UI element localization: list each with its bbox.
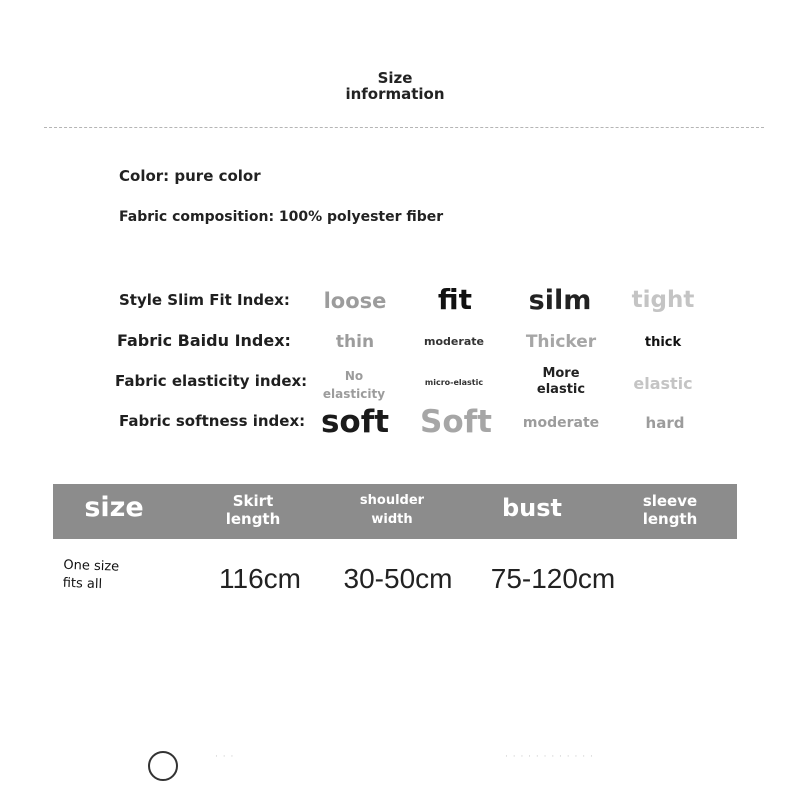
- dashed-divider: [44, 127, 764, 128]
- index-label-elasticity: Fabric elasticity index:: [115, 372, 308, 390]
- fit-option-loose: loose: [323, 289, 387, 313]
- fit-option-silm: silm: [528, 285, 592, 316]
- circle-mark-icon: [148, 751, 178, 781]
- elasticity-option-elastic: elastic: [633, 374, 693, 393]
- color-info: Color: pure color: [119, 167, 261, 185]
- title-line-1: Size: [377, 69, 413, 87]
- elasticity-option-more: More elastic: [536, 366, 586, 397]
- faint-mark-left-icon: · · ·: [215, 752, 235, 762]
- index-label-softness: Fabric softness index:: [119, 412, 306, 430]
- size-value: One size fits all: [62, 557, 120, 593]
- softness-option-moderate: moderate: [522, 415, 600, 431]
- thickness-option-thick: thick: [644, 335, 682, 350]
- header-size: size: [84, 492, 144, 523]
- header-shoulder-width: shoulder width: [359, 493, 425, 527]
- fit-option-tight: tight: [631, 287, 695, 313]
- fit-option-fit: fit: [437, 283, 473, 316]
- shoulder-width-value: 30-50cm: [343, 563, 453, 594]
- thickness-option-thin: thin: [335, 332, 375, 352]
- softness-option-hard: hard: [645, 414, 685, 432]
- title-line-2: information: [345, 85, 445, 103]
- header-bust: bust: [501, 494, 563, 522]
- index-label-thickness: Fabric Baidu Index:: [117, 331, 291, 350]
- softness-option-soft: Soft: [420, 404, 492, 440]
- elasticity-option-micro: micro-elastic: [424, 378, 484, 387]
- header-sleeve-length: sleeve length: [642, 492, 698, 528]
- softness-option-soft-selected: soft: [320, 404, 390, 440]
- page-title: [0, 70, 790, 102]
- elasticity-option-none: No elasticity: [322, 369, 386, 401]
- bust-value: 75-120cm: [490, 563, 616, 594]
- fabric-composition-info: Fabric composition: 100% polyester fiber: [119, 209, 444, 225]
- header-skirt-length: Skirt length: [225, 492, 281, 528]
- skirt-length-value: 116cm: [219, 563, 301, 594]
- faint-mark-right-icon: · · · · · · · · · · · ·: [505, 752, 594, 762]
- thickness-option-moderate: moderate: [424, 335, 484, 348]
- thickness-option-thicker: Thicker: [525, 332, 597, 352]
- index-label-fit: Style Slim Fit Index:: [119, 291, 290, 309]
